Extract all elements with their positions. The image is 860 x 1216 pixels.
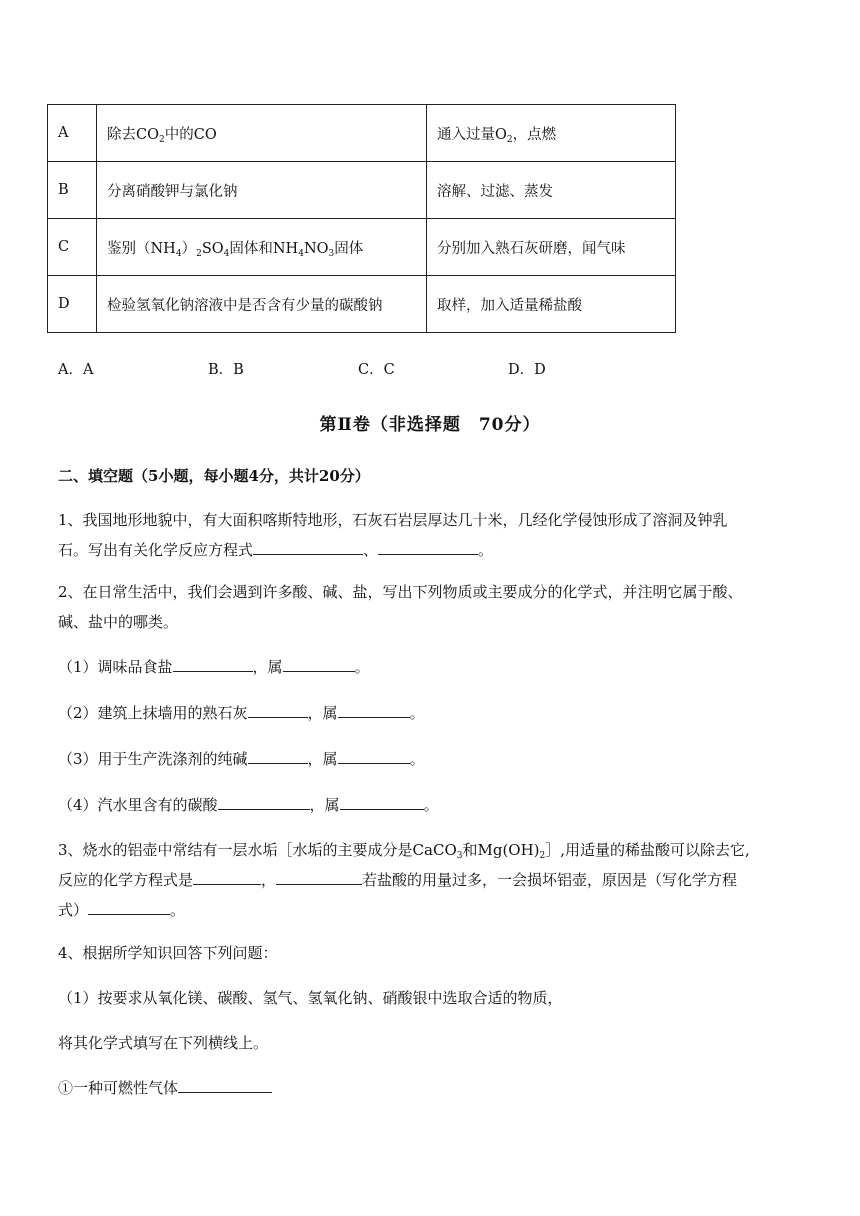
- answer-blank[interactable]: [248, 700, 308, 718]
- question-4-instruction: 将其化学式填写在下列横线上。: [58, 1034, 269, 1052]
- question-2-item: （1）调味品食盐 ，属 。: [58, 652, 808, 682]
- answer-blank[interactable]: [283, 654, 355, 672]
- answer-blank[interactable]: [338, 700, 410, 718]
- section-subtitle: 二、填空题（5小题，每小题4分，共计20分）: [58, 467, 370, 485]
- row-key: A: [48, 105, 97, 162]
- answer-blank[interactable]: [253, 537, 363, 555]
- row-method: 分别加入熟石灰研磨，闻气味: [427, 219, 676, 276]
- answer-blank[interactable]: [338, 746, 410, 764]
- row-item: 鉴别$(NH_4)_2SO_4$固体和$NH_4NO_3$固体: [97, 219, 427, 276]
- row-method: 溶解、过滤、蒸发: [427, 162, 676, 219]
- table-row: [48, 219, 676, 276]
- row-method: 通入过量$O_2$，点燃: [427, 105, 676, 162]
- row-item: 除去$CO_2$中的CO: [97, 105, 427, 162]
- question-4-item: ①一种可燃性气体: [58, 1073, 808, 1103]
- answer-choices: [58, 358, 678, 378]
- table-row: [48, 105, 676, 162]
- answer-blank[interactable]: [178, 1075, 272, 1093]
- row-item: 分离硝酸钾与氯化钠: [97, 162, 427, 219]
- answer-blank[interactable]: [378, 537, 478, 555]
- section-title: 第Ⅱ卷（非选择题 70分）: [319, 415, 541, 435]
- table-row: [48, 162, 676, 219]
- answer-blank[interactable]: [88, 897, 170, 915]
- question-1: 1、我国地形地貌中，有大面积喀斯特地形，石灰石岩层厚达几十米，几经化学侵蚀形成了溶洞及钟乳 石。写出有关化学反应方程式 、 。: [58, 511, 728, 559]
- choice-b[interactable]: B．B: [208, 362, 244, 378]
- row-method: 取样，加入适量稀盐酸: [427, 276, 676, 333]
- choice-a[interactable]: A．A: [58, 362, 94, 378]
- answer-blank[interactable]: [193, 867, 261, 885]
- choice-c[interactable]: C．C: [358, 362, 395, 378]
- row-key: C: [48, 219, 97, 276]
- options-table: [47, 104, 676, 333]
- answer-blank[interactable]: [173, 654, 253, 672]
- row-key: B: [48, 162, 97, 219]
- answer-blank[interactable]: [340, 792, 424, 810]
- question-3: 3、烧水的铝壶中常结有一层水垢［水垢的主要成分是CaCO$_3$和$Mg(OH)_2]$,用适量的稀盐酸可以除去它, 反应的化学方程式是 ， 若盐酸的用量过多，一会损坏铝壶，原因是（写化学方程 式） 。: [58, 841, 750, 919]
- question-2-item: （4）汽水里含有的碳酸 ，属 。: [58, 790, 808, 820]
- answer-blank[interactable]: [218, 792, 310, 810]
- question-2-item: （2）建筑上抹墙用的熟石灰 ，属 。: [58, 698, 808, 728]
- question-2-item: （3）用于生产洗涤剂的纯碱 ，属 。: [58, 744, 808, 774]
- row-key: D: [48, 276, 97, 333]
- question-4-part: （1）按要求从氧化镁、碳酸、氢气、氢氧化钠、硝酸银中选取合适的物质，: [58, 989, 563, 1007]
- row-item: 检验氢氧化钠溶液中是否含有少量的碳酸钠: [97, 276, 427, 333]
- choice-d[interactable]: D．D: [508, 362, 546, 378]
- answer-blank[interactable]: [248, 746, 308, 764]
- table-row: [48, 276, 676, 333]
- answer-blank[interactable]: [276, 867, 362, 885]
- question-4: 4、根据所学知识回答下列问题：: [58, 944, 278, 962]
- question-2: 2、在日常生活中，我们会遇到许多酸、碱、盐，写出下列物质或主要成分的化学式，并注明它属于酸、 碱、盐中的哪类。: [58, 583, 743, 631]
